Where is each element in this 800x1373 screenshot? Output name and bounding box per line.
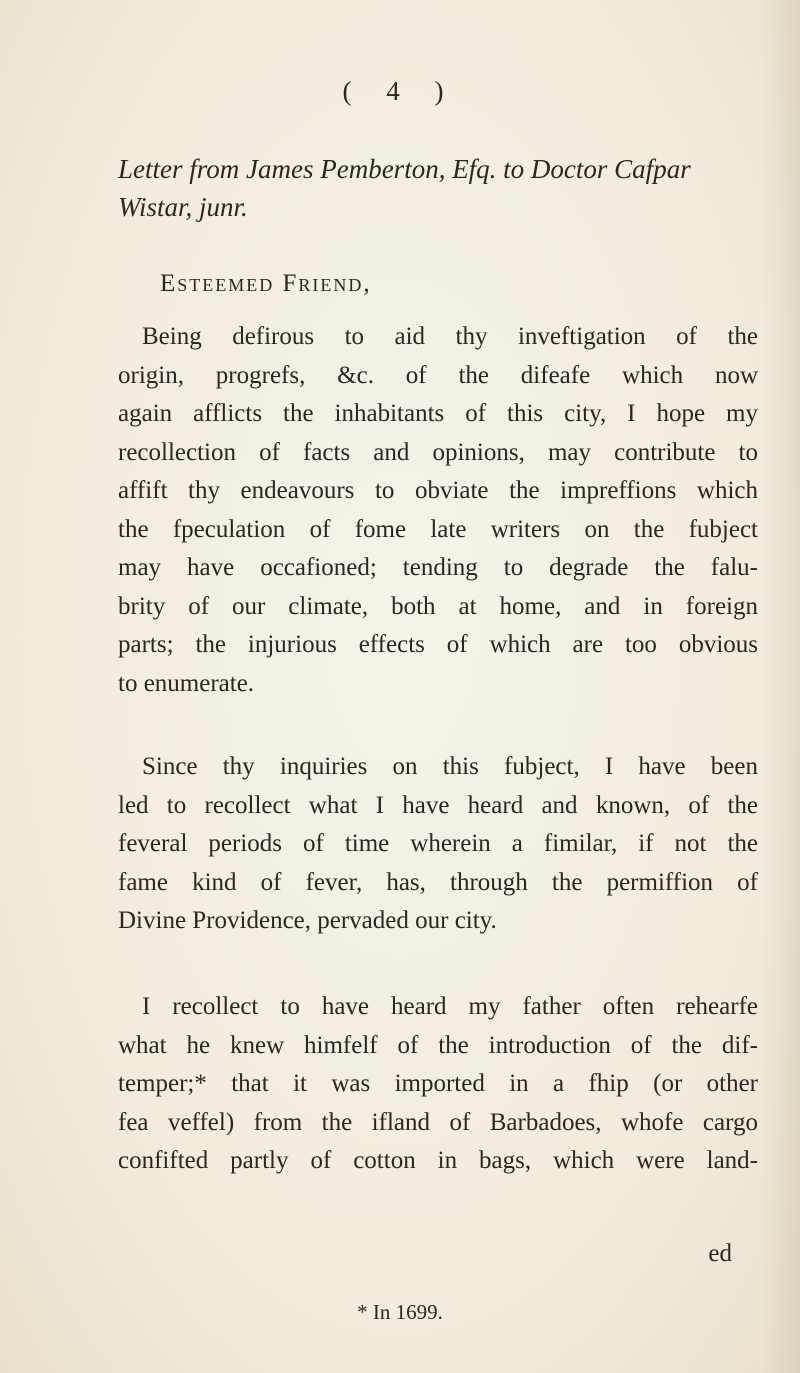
page-edge-shadow (760, 0, 800, 1373)
text-line: parts; the injurious effects of which are too obvious (118, 631, 758, 658)
text-line: affift thy endeavours to obviate the impreffions which (118, 477, 758, 504)
text-line: feveral periods of time wherein a fimilar, if not the (118, 830, 758, 857)
text-line: what he knew himfelf of the introduction of the dif- (118, 1031, 758, 1059)
text-line: origin, progrefs, &c. of the difeafe which now (118, 361, 758, 389)
text-line: to enumerate. (118, 669, 255, 697)
page-number: ( 4 ) (342, 76, 458, 106)
text-line: Since thy inquiries on this fubject, I have been (142, 753, 758, 780)
letter-title-line-1: Letter from James Pemberton, Efq. to Doctor Cafpar (118, 154, 691, 184)
letter-title-line-2: Wistar, junr. (118, 192, 248, 222)
text-line: led to recollect what I have heard and known, of the (118, 791, 758, 819)
paragraph-1 (118, 318, 758, 703)
footnote: * In 1699. (357, 1300, 443, 1324)
text-line: again afflicts the inhabitants of this city, I hope my (118, 400, 758, 427)
text-line: Divine Providence, pervaded our city. (118, 907, 497, 934)
text-line: fea veffel) from the ifland of Barbadoes, whofe cargo (118, 1108, 758, 1136)
text-line: recollection of facts and opinions, may contribute to (118, 438, 758, 466)
letter-title (118, 150, 758, 226)
catchword: ed (708, 1240, 732, 1267)
text-line: temper;* that it was imported in a fhip (or other (118, 1070, 758, 1097)
text-line: may have occafioned; tending to degrade the falu- (118, 554, 758, 581)
text-line: brity of our climate, both at home, and in foreign (118, 592, 758, 620)
paragraph-3 (118, 988, 758, 1181)
text-line: I recollect to have heard my father often rehearfe (142, 993, 758, 1020)
paragraph-2 (118, 748, 758, 941)
text-line: the fpeculation of fome late writers on the fubject (118, 515, 758, 543)
text-line: confifted partly of cotton in bags, which were land- (118, 1147, 758, 1174)
text-line: fame kind of fever, has, through the permiffion of (118, 868, 758, 896)
salutation: Esteemed Friend, (160, 270, 372, 297)
text-line: Being defirous to aid thy inveftigation of the (142, 323, 758, 350)
